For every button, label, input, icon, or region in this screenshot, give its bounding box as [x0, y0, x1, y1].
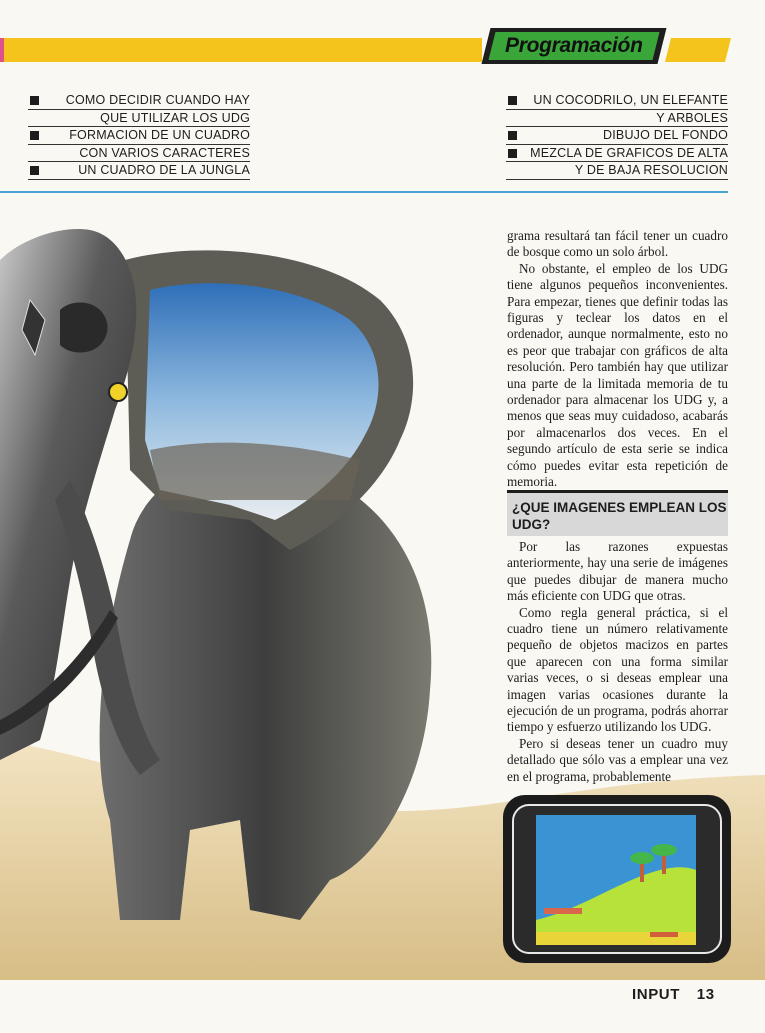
toc-item [506, 92, 728, 127]
toc-right [506, 92, 728, 180]
toc-left [28, 92, 250, 180]
divider-rule [0, 191, 728, 193]
toc-line: UN CUADRO DE LA JUNGLA [28, 162, 250, 180]
paragraph: Por las razones expuestas anteriormente, hay una serie de imágenes que puedes dibujar de manera mucho más eficiente con UDG que otras. [507, 539, 728, 604]
tv-tree-icon [651, 844, 677, 856]
paragraph: grama resultará tan fácil tener un cuadro de bosque como un solo árbol. [507, 228, 728, 260]
bullet-icon [30, 96, 39, 105]
toc-line: QUE UTILIZAR LOS UDG [28, 110, 250, 128]
page-footer [632, 986, 715, 1003]
header-stripe-left [4, 38, 482, 62]
magazine-name: INPUT [632, 986, 680, 1003]
eye-icon [109, 383, 127, 401]
tv-crocodile-icon [650, 932, 678, 937]
bullet-icon [508, 96, 517, 105]
tv-set [503, 795, 731, 963]
toc-item [28, 127, 250, 162]
toc-line: CON VARIOS CARACTERES [28, 145, 250, 163]
toc-line: MEZCLA DE GRAFICOS DE ALTA [506, 145, 728, 163]
bullet-icon [508, 149, 517, 158]
toc-line: UN COCODRILO, UN ELEFANTE [506, 92, 728, 110]
toc-line: Y DE BAJA RESOLUCION [506, 162, 728, 180]
article-column-bottom [507, 539, 728, 785]
toc-line: FORMACION DE UN CUADRO [28, 127, 250, 145]
bullet-icon [30, 131, 39, 140]
paragraph: Pero si deseas tener un cuadro muy detallado que sólo vas a emplear una vez en el programa, probablemente [507, 735, 728, 784]
page-number: 13 [696, 986, 715, 1003]
bullet-icon [508, 131, 517, 140]
paragraph: No obstante, el empleo de los UDG tiene algunos pequeños inconvenientes. Para empezar, tienes que definir todas las figuras y teclear los datos en el ordenador, aunque normalmente, esto no es peor que trabajar con gráficos de alta resolución. Pero también hay que utilizar una parte de la limitada memoria de tu ordenador para almacenar los UDG y, a menos que seas muy cuidadoso, acabarás por almacenarlos dos veces. En el segundo artículo de esta serie se indica cómo puedes evitar esta repetición de memoria. [507, 260, 728, 490]
tv-elephant-icon [544, 908, 582, 914]
subheading-box [507, 490, 728, 536]
paragraph: Como regla general práctica, si el cuadro tiene un número relativamente pequeño de objetos macizos en partes que aparecen con una forma similar varias veces, o si deseas emplear una imagen varias ocasiones durante la ejecución de un programa, podrás ahorrar tiempo y esfuerzo utilizando los UDG. [507, 604, 728, 735]
toc-item [506, 145, 728, 180]
section-title: Programación [505, 34, 643, 57]
bullet-icon [30, 166, 39, 175]
toc-line: Y ARBOLES [506, 110, 728, 128]
toc-item [506, 127, 728, 145]
header-stripe-right [665, 38, 731, 62]
toc-line: COMO DECIDIR CUANDO HAY [28, 92, 250, 110]
subheading: ¿QUE IMAGENES EMPLEAN LOS UDG? [512, 500, 727, 532]
section-tag [482, 28, 667, 64]
toc-item [28, 92, 250, 127]
tv-tree-icon [630, 852, 654, 864]
toc-item [28, 162, 250, 180]
article-column-top [507, 228, 728, 491]
toc-line: DIBUJO DEL FONDO [506, 127, 728, 145]
